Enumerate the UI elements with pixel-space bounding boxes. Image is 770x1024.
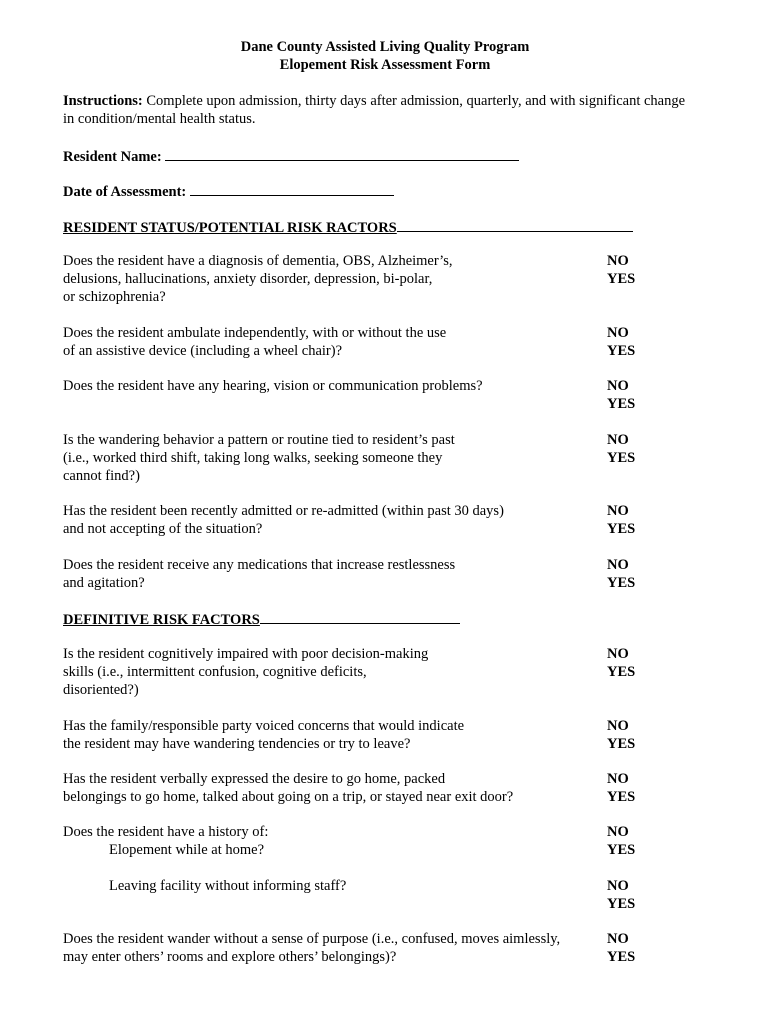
form-title-line2: Elopement Risk Assessment Form — [279, 57, 491, 73]
answer-yes[interactable]: YES — [607, 842, 636, 858]
answer-no[interactable]: NO — [607, 378, 629, 394]
answer-options — [607, 717, 635, 753]
resident-name-field[interactable] — [165, 146, 519, 161]
question: Has the resident verbally expressed the desire to go home, packed belongings to go home, talked about going on a trip, or stayed near exit door? — [63, 771, 514, 805]
instructions-line1: Complete upon admission, thirty days after admission, quarterly, and with significant change — [146, 93, 686, 109]
question: Has the family/responsible party voiced concerns that would indicate the resident may have wandering tendencies or try to leave? — [63, 718, 465, 752]
answer-no[interactable]: NO — [607, 325, 629, 341]
answer-no[interactable]: NO — [607, 432, 629, 448]
question: Is the wandering behavior a pattern or routine tied to resident’s past (i.e., worked third shift, taking long walks, seeking someone they cannot find?) — [63, 432, 455, 484]
answer-options — [607, 645, 635, 681]
answer-options — [607, 324, 635, 360]
answer-yes[interactable]: YES — [607, 736, 636, 752]
answer-yes[interactable]: YES — [607, 789, 636, 805]
section-heading: DEFINITIVE RISK FACTORS — [63, 609, 460, 629]
question: Leaving facility without informing staff? — [109, 878, 347, 894]
date-row — [63, 181, 394, 201]
answer-options — [607, 823, 635, 859]
answer-options — [607, 377, 635, 413]
answer-yes[interactable]: YES — [607, 271, 636, 287]
answer-options — [607, 877, 635, 913]
answer-options — [607, 930, 635, 966]
answer-yes[interactable]: YES — [607, 396, 636, 412]
resident-name-row — [63, 146, 519, 166]
answer-options — [607, 502, 635, 538]
answer-yes[interactable]: YES — [607, 450, 636, 466]
answer-no[interactable]: NO — [607, 557, 629, 573]
question: Does the resident have a history of: Elopement while at home? — [63, 824, 269, 858]
answer-no[interactable]: NO — [607, 824, 629, 840]
instructions — [63, 92, 743, 128]
question: Does the resident ambulate independently, with or without the use of an assistive device (including a wheel chair)? — [63, 325, 447, 359]
resident-name-label: Resident Name: — [63, 149, 162, 165]
answer-no[interactable]: NO — [607, 718, 629, 734]
answer-options — [607, 556, 635, 592]
date-label: Date of Assessment: — [63, 184, 187, 200]
answer-no[interactable]: NO — [607, 253, 629, 269]
answer-no[interactable]: NO — [607, 503, 629, 519]
section-heading: RESIDENT STATUS/POTENTIAL RISK RACTORS — [63, 217, 633, 237]
answer-no[interactable]: NO — [607, 931, 629, 947]
answer-no[interactable]: NO — [607, 646, 629, 662]
answer-yes[interactable]: YES — [607, 343, 636, 359]
form-title-line1: Dane County Assisted Living Quality Program — [240, 39, 530, 55]
answer-no[interactable]: NO — [607, 878, 629, 894]
date-field[interactable] — [190, 181, 394, 196]
question: Has the resident been recently admitted or re-admitted (within past 30 days) and not accepting of the situation? — [63, 503, 504, 537]
question: Does the resident receive any medications that increase restlessness and agitation? — [63, 557, 456, 591]
question: Does the resident wander without a sense of purpose (i.e., confused, moves aimlessly, may enter others’ rooms and explore others’ belongings)? — [63, 931, 561, 965]
answer-options — [607, 770, 635, 806]
answer-options — [607, 431, 635, 467]
answer-yes[interactable]: YES — [607, 575, 636, 591]
question: Is the resident cognitively impaired with poor decision-making skills (i.e., intermittent confusion, cognitive deficits, disoriented?) — [63, 646, 429, 698]
answer-yes[interactable]: YES — [607, 521, 636, 537]
instructions-line2: in condition/mental health status. — [63, 111, 256, 127]
question: Does the resident have any hearing, vision or communication problems? — [63, 378, 483, 394]
question: Does the resident have a diagnosis of dementia, OBS, Alzheimer’s, delusions, hallucinations, anxiety disorder, depression, bi-polar, or schizophrenia? — [63, 253, 453, 305]
answer-yes[interactable]: YES — [607, 949, 636, 965]
instructions-label: Instructions: — [63, 93, 143, 109]
answer-options — [607, 252, 635, 288]
answer-yes[interactable]: YES — [607, 896, 636, 912]
answer-yes[interactable]: YES — [607, 664, 636, 680]
answer-no[interactable]: NO — [607, 771, 629, 787]
